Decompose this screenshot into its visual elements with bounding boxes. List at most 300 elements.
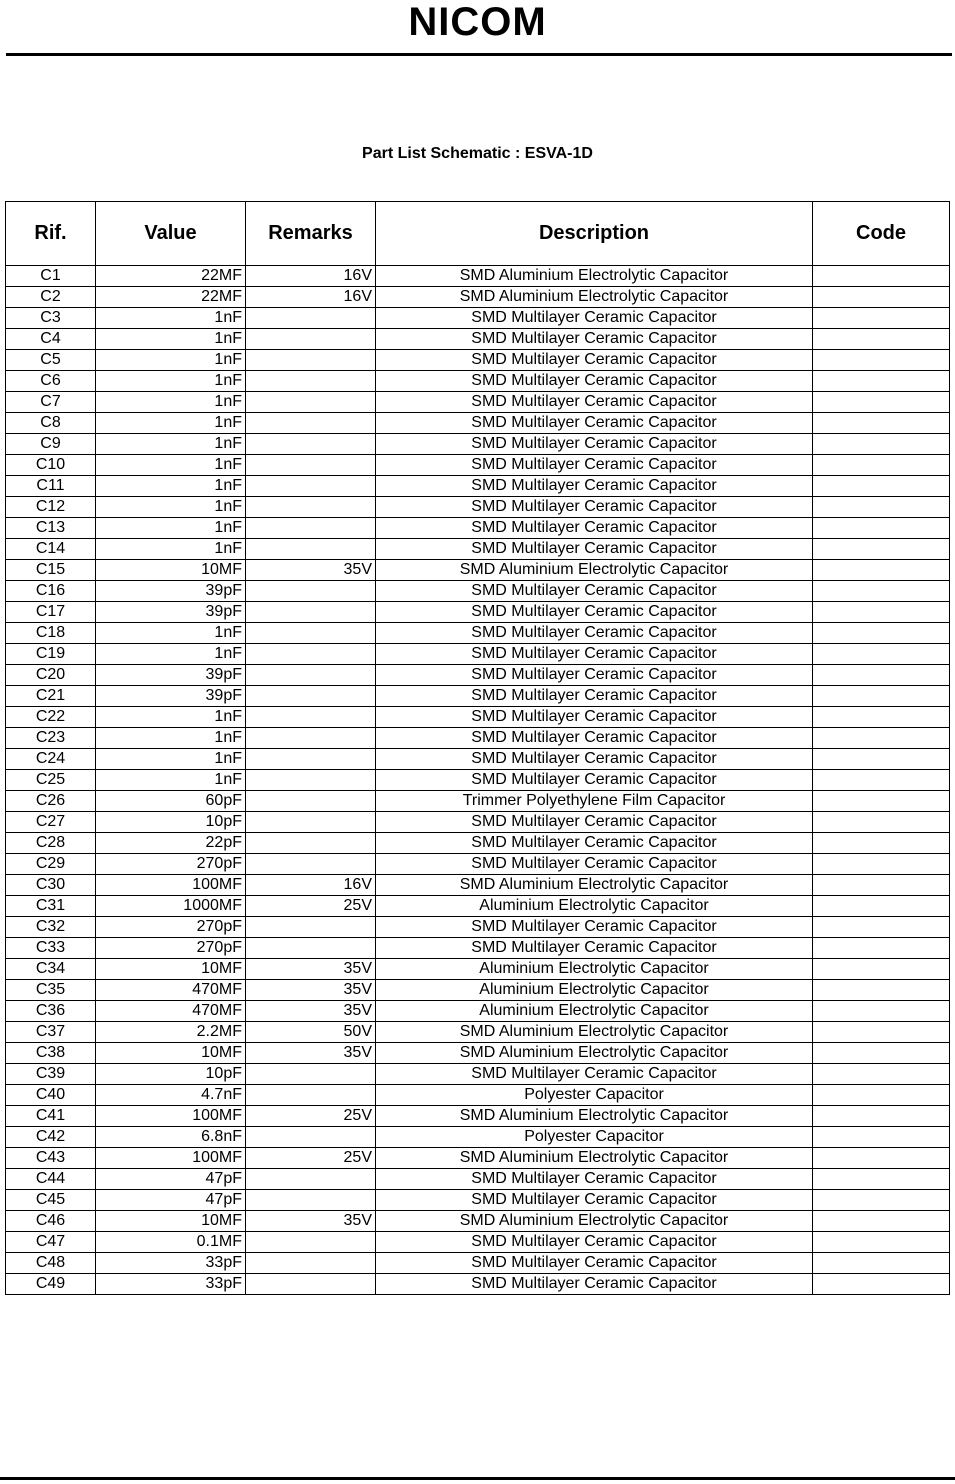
cell-remarks [246,518,376,539]
table-row [6,707,950,728]
cell-value: 1nF [96,644,246,665]
cell-remarks [246,1169,376,1190]
cell-code [813,329,950,350]
table-row [6,749,950,770]
cell-code [813,371,950,392]
cell-code [813,392,950,413]
table-row [6,1064,950,1085]
cell-value: 470MF [96,980,246,1001]
table-row [6,1169,950,1190]
cell-rif: C20 [6,665,96,686]
cell-code [813,1253,950,1274]
cell-value: 1000MF [96,896,246,917]
cell-code [813,434,950,455]
cell-rif: C5 [6,350,96,371]
table-row [6,980,950,1001]
cell-remarks [246,476,376,497]
header-row [6,202,950,266]
cell-description: SMD Multilayer Ceramic Capacitor [376,434,813,455]
cell-remarks [246,350,376,371]
table-row [6,476,950,497]
cell-rif: C2 [6,287,96,308]
cell-rif: C28 [6,833,96,854]
header-divider [6,53,952,56]
cell-remarks [246,1085,376,1106]
cell-value: 33pF [96,1253,246,1274]
cell-code [813,413,950,434]
cell-rif: C30 [6,875,96,896]
cell-rif: C23 [6,728,96,749]
cell-value: 100MF [96,1148,246,1169]
cell-remarks [246,812,376,833]
table-row [6,413,950,434]
cell-description: SMD Multilayer Ceramic Capacitor [376,1190,813,1211]
cell-description: SMD Aluminium Electrolytic Capacitor [376,560,813,581]
cell-value: 1nF [96,413,246,434]
table-row [6,350,950,371]
table-row [6,812,950,833]
cell-rif: C12 [6,497,96,518]
cell-remarks [246,329,376,350]
cell-value: 1nF [96,497,246,518]
cell-value: 60pF [96,791,246,812]
cell-value: 0.1MF [96,1232,246,1253]
cell-code [813,1022,950,1043]
cell-rif: C43 [6,1148,96,1169]
table-row [6,1127,950,1148]
cell-rif: C6 [6,371,96,392]
cell-code [813,602,950,623]
table-row [6,623,950,644]
column-header-value: Value [96,202,246,266]
column-header-remarks: Remarks [246,202,376,266]
cell-description: SMD Multilayer Ceramic Capacitor [376,1232,813,1253]
cell-remarks: 35V [246,1211,376,1232]
cell-remarks: 35V [246,560,376,581]
cell-rif: C22 [6,707,96,728]
cell-description: SMD Multilayer Ceramic Capacitor [376,581,813,602]
table-row [6,1022,950,1043]
table-row [6,266,950,287]
cell-rif: C37 [6,1022,96,1043]
cell-description: SMD Aluminium Electrolytic Capacitor [376,266,813,287]
cell-remarks [246,791,376,812]
table-row [6,1001,950,1022]
cell-remarks [246,749,376,770]
cell-code [813,1043,950,1064]
cell-value: 33pF [96,1274,246,1295]
cell-description: SMD Aluminium Electrolytic Capacitor [376,1043,813,1064]
cell-rif: C19 [6,644,96,665]
cell-value: 100MF [96,1106,246,1127]
table-row [6,1232,950,1253]
cell-code [813,1106,950,1127]
cell-code [813,476,950,497]
cell-code [813,833,950,854]
cell-value: 1nF [96,518,246,539]
cell-value: 470MF [96,1001,246,1022]
cell-description: SMD Multilayer Ceramic Capacitor [376,770,813,791]
cell-code [813,917,950,938]
cell-description: SMD Multilayer Ceramic Capacitor [376,917,813,938]
cell-code [813,896,950,917]
cell-rif: C44 [6,1169,96,1190]
cell-rif: C18 [6,623,96,644]
cell-description: SMD Multilayer Ceramic Capacitor [376,833,813,854]
cell-rif: C38 [6,1043,96,1064]
table-row [6,854,950,875]
cell-value: 10MF [96,959,246,980]
cell-code [813,749,950,770]
cell-value: 1nF [96,371,246,392]
cell-remarks [246,413,376,434]
cell-remarks [246,308,376,329]
cell-remarks [246,854,376,875]
cell-remarks [246,497,376,518]
cell-code [813,980,950,1001]
cell-code [813,287,950,308]
cell-code [813,1190,950,1211]
cell-description: Aluminium Electrolytic Capacitor [376,1001,813,1022]
cell-code [813,854,950,875]
table-row [6,1043,950,1064]
cell-value: 2.2MF [96,1022,246,1043]
cell-rif: C47 [6,1232,96,1253]
cell-remarks [246,392,376,413]
cell-description: Aluminium Electrolytic Capacitor [376,959,813,980]
cell-value: 39pF [96,665,246,686]
cell-description: SMD Multilayer Ceramic Capacitor [376,539,813,560]
cell-value: 39pF [96,602,246,623]
cell-code [813,959,950,980]
cell-remarks [246,602,376,623]
cell-rif: C16 [6,581,96,602]
cell-value: 1nF [96,539,246,560]
cell-code [813,1001,950,1022]
table-row [6,833,950,854]
table-row [6,539,950,560]
cell-description: SMD Multilayer Ceramic Capacitor [376,602,813,623]
table-row [6,1148,950,1169]
cell-value: 39pF [96,686,246,707]
cell-code [813,1169,950,1190]
column-header-code: Code [813,202,950,266]
cell-rif: C10 [6,455,96,476]
table-row [6,686,950,707]
cell-remarks: 16V [246,266,376,287]
table-row [6,581,950,602]
cell-rif: C33 [6,938,96,959]
cell-remarks: 35V [246,980,376,1001]
cell-description: SMD Multilayer Ceramic Capacitor [376,518,813,539]
cell-rif: C45 [6,1190,96,1211]
cell-description: SMD Multilayer Ceramic Capacitor [376,392,813,413]
cell-code [813,518,950,539]
cell-description: SMD Multilayer Ceramic Capacitor [376,455,813,476]
cell-description: SMD Multilayer Ceramic Capacitor [376,1169,813,1190]
cell-value: 1nF [96,476,246,497]
cell-description: SMD Aluminium Electrolytic Capacitor [376,287,813,308]
cell-code [813,938,950,959]
cell-value: 270pF [96,917,246,938]
cell-rif: C14 [6,539,96,560]
cell-rif: C42 [6,1127,96,1148]
cell-value: 39pF [96,581,246,602]
cell-remarks [246,938,376,959]
cell-code [813,581,950,602]
cell-code [813,1085,950,1106]
column-header-description: Description [376,202,813,266]
table-body [6,266,950,1295]
table-row [6,1253,950,1274]
cell-description: SMD Aluminium Electrolytic Capacitor [376,1106,813,1127]
cell-description: SMD Multilayer Ceramic Capacitor [376,938,813,959]
cell-value: 1nF [96,623,246,644]
cell-description: SMD Multilayer Ceramic Capacitor [376,308,813,329]
cell-description: SMD Multilayer Ceramic Capacitor [376,329,813,350]
table-row [6,371,950,392]
table-row [6,455,950,476]
cell-code [813,770,950,791]
cell-value: 270pF [96,938,246,959]
table-row [6,518,950,539]
cell-value: 1nF [96,707,246,728]
cell-value: 1nF [96,770,246,791]
cell-remarks: 16V [246,287,376,308]
cell-description: Aluminium Electrolytic Capacitor [376,896,813,917]
cell-description: Polyester Capacitor [376,1127,813,1148]
cell-description: SMD Aluminium Electrolytic Capacitor [376,1022,813,1043]
cell-code [813,1211,950,1232]
cell-value: 47pF [96,1190,246,1211]
table-row [6,560,950,581]
cell-description: SMD Aluminium Electrolytic Capacitor [376,1211,813,1232]
cell-code [813,812,950,833]
table-row [6,770,950,791]
cell-code [813,539,950,560]
table-row [6,665,950,686]
cell-value: 22MF [96,287,246,308]
table-row [6,1085,950,1106]
cell-description: SMD Multilayer Ceramic Capacitor [376,1274,813,1295]
table-row [6,1106,950,1127]
cell-description: SMD Multilayer Ceramic Capacitor [376,623,813,644]
cell-code [813,560,950,581]
table-row [6,1211,950,1232]
cell-remarks [246,434,376,455]
cell-value: 10pF [96,1064,246,1085]
cell-rif: C15 [6,560,96,581]
cell-value: 22MF [96,266,246,287]
cell-rif: C46 [6,1211,96,1232]
cell-rif: C29 [6,854,96,875]
cell-value: 10MF [96,1043,246,1064]
table-row [6,728,950,749]
cell-rif: C7 [6,392,96,413]
cell-description: SMD Aluminium Electrolytic Capacitor [376,1148,813,1169]
parts-table [5,201,950,1295]
table-row [6,644,950,665]
cell-remarks [246,1232,376,1253]
table-row [6,896,950,917]
cell-description: SMD Multilayer Ceramic Capacitor [376,707,813,728]
cell-code [813,1127,950,1148]
cell-remarks [246,644,376,665]
cell-rif: C32 [6,917,96,938]
cell-code [813,1148,950,1169]
cell-code [813,350,950,371]
document-title: Part List Schematic : ESVA-1D [362,145,593,162]
cell-value: 10MF [96,560,246,581]
cell-remarks [246,539,376,560]
cell-remarks: 35V [246,1043,376,1064]
cell-rif: C4 [6,329,96,350]
cell-description: SMD Multilayer Ceramic Capacitor [376,749,813,770]
cell-rif: C9 [6,434,96,455]
cell-description: SMD Multilayer Ceramic Capacitor [376,665,813,686]
cell-description: SMD Multilayer Ceramic Capacitor [376,413,813,434]
cell-rif: C26 [6,791,96,812]
table-row [6,1274,950,1295]
cell-value: 1nF [96,728,246,749]
cell-code [813,665,950,686]
cell-value: 1nF [96,749,246,770]
cell-remarks [246,1253,376,1274]
cell-remarks: 25V [246,1106,376,1127]
cell-remarks: 35V [246,959,376,980]
cell-rif: C24 [6,749,96,770]
cell-remarks: 16V [246,875,376,896]
cell-remarks [246,770,376,791]
cell-description: SMD Multilayer Ceramic Capacitor [376,350,813,371]
table-row [6,287,950,308]
cell-description: SMD Multilayer Ceramic Capacitor [376,371,813,392]
cell-code [813,875,950,896]
cell-value: 270pF [96,854,246,875]
table-row [6,308,950,329]
cell-value: 10pF [96,812,246,833]
cell-remarks [246,728,376,749]
cell-rif: C40 [6,1085,96,1106]
cell-description: SMD Multilayer Ceramic Capacitor [376,686,813,707]
cell-code [813,497,950,518]
cell-remarks [246,833,376,854]
cell-remarks [246,1127,376,1148]
cell-rif: C48 [6,1253,96,1274]
cell-rif: C27 [6,812,96,833]
cell-rif: C34 [6,959,96,980]
cell-remarks [246,371,376,392]
column-header-rif: Rif. [6,202,96,266]
cell-remarks [246,623,376,644]
cell-value: 6.8nF [96,1127,246,1148]
table-row [6,959,950,980]
cell-value: 1nF [96,434,246,455]
cell-description: SMD Aluminium Electrolytic Capacitor [376,875,813,896]
cell-description: Polyester Capacitor [376,1085,813,1106]
cell-rif: C8 [6,413,96,434]
cell-description: SMD Multilayer Ceramic Capacitor [376,497,813,518]
cell-code [813,266,950,287]
cell-description: SMD Multilayer Ceramic Capacitor [376,812,813,833]
table-row [6,791,950,812]
cell-code [813,455,950,476]
cell-description: Aluminium Electrolytic Capacitor [376,980,813,1001]
table-row [6,392,950,413]
cell-rif: C13 [6,518,96,539]
cell-rif: C31 [6,896,96,917]
cell-rif: C3 [6,308,96,329]
table-row [6,329,950,350]
cell-code [813,308,950,329]
cell-code [813,686,950,707]
cell-remarks [246,1064,376,1085]
cell-value: 1nF [96,329,246,350]
cell-value: 47pF [96,1169,246,1190]
cell-remarks [246,686,376,707]
cell-code [813,728,950,749]
cell-value: 1nF [96,308,246,329]
cell-rif: C49 [6,1274,96,1295]
cell-description: SMD Multilayer Ceramic Capacitor [376,644,813,665]
cell-remarks [246,455,376,476]
cell-rif: C35 [6,980,96,1001]
cell-remarks [246,581,376,602]
cell-value: 1nF [96,350,246,371]
table-row [6,1190,950,1211]
cell-description: SMD Multilayer Ceramic Capacitor [376,1253,813,1274]
cell-value: 1nF [96,392,246,413]
cell-code [813,1064,950,1085]
cell-rif: C17 [6,602,96,623]
cell-code [813,1274,950,1295]
cell-remarks [246,917,376,938]
cell-remarks [246,665,376,686]
cell-remarks: 25V [246,1148,376,1169]
cell-description: Trimmer Polyethylene Film Capacitor [376,791,813,812]
cell-value: 22pF [96,833,246,854]
cell-value: 100MF [96,875,246,896]
cell-remarks [246,1190,376,1211]
cell-value: 4.7nF [96,1085,246,1106]
table-row [6,938,950,959]
table-row [6,875,950,896]
cell-rif: C21 [6,686,96,707]
cell-code [813,623,950,644]
cell-code [813,1232,950,1253]
cell-code [813,644,950,665]
brand-logo: NICOM [408,0,547,44]
cell-description: SMD Multilayer Ceramic Capacitor [376,728,813,749]
cell-description: SMD Multilayer Ceramic Capacitor [376,1064,813,1085]
cell-remarks [246,1274,376,1295]
cell-rif: C11 [6,476,96,497]
cell-description: SMD Multilayer Ceramic Capacitor [376,476,813,497]
cell-rif: C41 [6,1106,96,1127]
cell-value: 10MF [96,1211,246,1232]
cell-rif: C39 [6,1064,96,1085]
cell-rif: C25 [6,770,96,791]
cell-rif: C36 [6,1001,96,1022]
footer-divider [0,1477,955,1480]
table-row [6,917,950,938]
table-header [6,202,950,266]
cell-rif: C1 [6,266,96,287]
cell-remarks: 50V [246,1022,376,1043]
table-row [6,602,950,623]
table-row [6,497,950,518]
cell-remarks: 25V [246,896,376,917]
